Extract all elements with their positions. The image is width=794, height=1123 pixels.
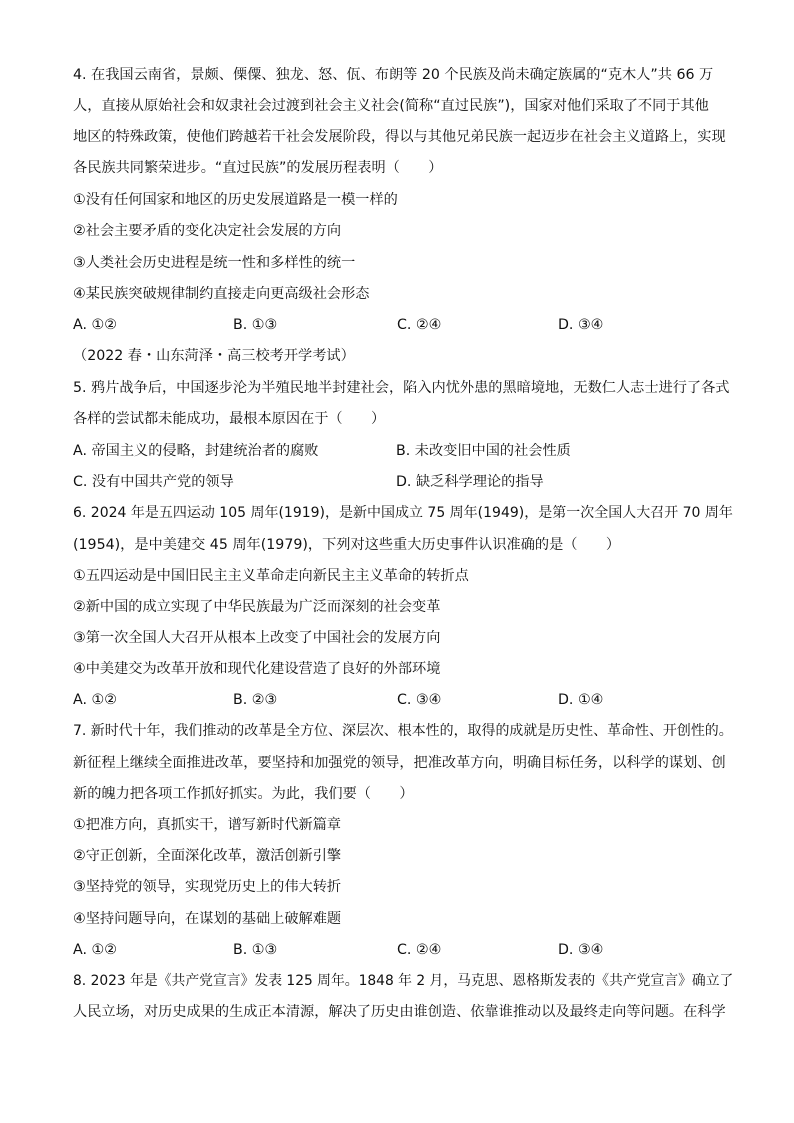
- q5-options-row-2: [73, 472, 733, 492]
- q6-option-a: A. ①②: [73, 692, 117, 708]
- q5-stem-line-2: 各样的尝试都未能成功，最根本原因在于（ ）: [73, 411, 386, 427]
- q5-option-c: C. 没有中国共产党的领导: [73, 474, 234, 490]
- q6-options: [73, 690, 733, 710]
- q4-statement-3: ③人类社会历史进程是统一性和多样性的统一: [73, 255, 356, 271]
- q7-statement-2: ②守正创新，全面深化改革，激活创新引擎: [73, 848, 342, 864]
- q4-statement-1: ①没有任何国家和地区的历史发展道路是一模一样的: [73, 192, 398, 208]
- q5-option-b: B. 未改变旧中国的社会性质: [396, 443, 571, 459]
- q6-stem-line-2: (1954)，是中美建交 45 周年(1979)，下列对这些重大历史事件认识准确的是（ ）: [73, 537, 621, 553]
- q6-statement-1: ①五四运动是中国旧民主主义革命走向新民主主义革命的转折点: [73, 568, 469, 584]
- q8-stem-line-1: 8. 2023 年是《共产党宣言》发表 125 周年。1848 年 2 月，马克思、恩格斯发表的《共产党宣言》确立了: [73, 973, 734, 989]
- q4-option-a: A. ①②: [73, 317, 117, 333]
- q5-options-row-1: [73, 441, 733, 461]
- q6-option-d: D. ①④: [558, 692, 604, 708]
- q4-stem-line-1: 4. 在我国云南省，景颇、傈僳、独龙、怒、佤、布朗等 20 个民族及尚未确定族属的“克木人”共 66 万: [73, 67, 714, 83]
- q6-statement-3: ③第一次全国人大召开从根本上改变了中国社会的发展方向: [73, 630, 441, 646]
- q7-statement-1: ①把准方向，真抓实干，谱写新时代新篇章: [73, 817, 342, 833]
- q7-stem-line-3: 新的魄力把各项工作抓好抓实。为此，我们要（ ）: [73, 786, 414, 802]
- q4-statement-4: ④某民族突破规律制约直接走向更高级社会形态: [73, 286, 370, 302]
- source-note: （2022 春・山东菏泽・高三校考开学考试）: [73, 348, 355, 364]
- q4-option-d: D. ③④: [558, 317, 604, 333]
- q6-statement-2: ②新中国的成立实现了中华民族最为广泛而深刻的社会变革: [73, 599, 441, 615]
- q4-stem-line-3: 地区的特殊政策，使他们跨越若干社会发展阶段，得以与其他兄弟民族一起迈步在社会主义道路上，实现: [73, 129, 726, 145]
- q7-option-d: D. ③④: [558, 942, 604, 958]
- q7-option-b: B. ①③: [233, 942, 278, 958]
- q5-option-a: A. 帝国主义的侵略，封建统治者的腐败: [73, 443, 319, 459]
- q4-option-c: C. ②④: [397, 317, 442, 333]
- q6-option-c: C. ③④: [397, 692, 442, 708]
- q7-options: [73, 940, 733, 960]
- q6-statement-4: ④中美建交为改革开放和现代化建设营造了良好的外部环境: [73, 661, 441, 677]
- q4-stem-line-2: 人，直接从原始社会和奴隶社会过渡到社会主义社会(简称“直过民族”)，国家对他们采取了不同于其他: [73, 98, 709, 114]
- q7-option-a: A. ①②: [73, 942, 117, 958]
- q7-stem-line-2: 新征程上继续全面推进改革，要坚持和加强党的领导，把准改革方向，明确目标任务，以科学的谋划、创: [73, 755, 726, 771]
- q4-stem-line-4: 各民族共同繁荣进步。“直过民族”的发展历程表明（ ）: [73, 160, 443, 176]
- q5-option-d: D. 缺乏科学理论的指导: [396, 474, 544, 490]
- q6-stem-line-1: 6. 2024 年是五四运动 105 周年(1919)，是新中国成立 75 周年(1949)，是第一次全国人大召开 70 周年: [73, 505, 733, 521]
- q4-option-b: B. ①③: [233, 317, 278, 333]
- q7-stem-line-1: 7. 新时代十年，我们推动的改革是全方位、深层次、根本性的，取得的成就是历史性、革命性、开创性的。: [73, 723, 733, 739]
- q7-option-c: C. ②④: [397, 942, 442, 958]
- q6-option-b: B. ②③: [233, 692, 278, 708]
- q7-statement-3: ③坚持党的领导，实现党历史上的伟大转折: [73, 879, 342, 895]
- q4-options: [73, 315, 733, 335]
- q5-stem-line-1: 5. 鸦片战争后，中国逐步沦为半殖民地半封建社会，陷入内忧外患的黑暗境地，无数仁人志士进行了各式: [73, 380, 730, 396]
- q8-stem-line-2: 人民立场，对历史成果的生成正本清源，解决了历史由谁创造、依靠谁推动以及最终走向等问题。在科学: [73, 1004, 726, 1020]
- q7-statement-4: ④坚持问题导向，在谋划的基础上破解难题: [73, 911, 342, 927]
- q4-statement-2: ②社会主要矛盾的变化决定社会发展的方向: [73, 223, 342, 239]
